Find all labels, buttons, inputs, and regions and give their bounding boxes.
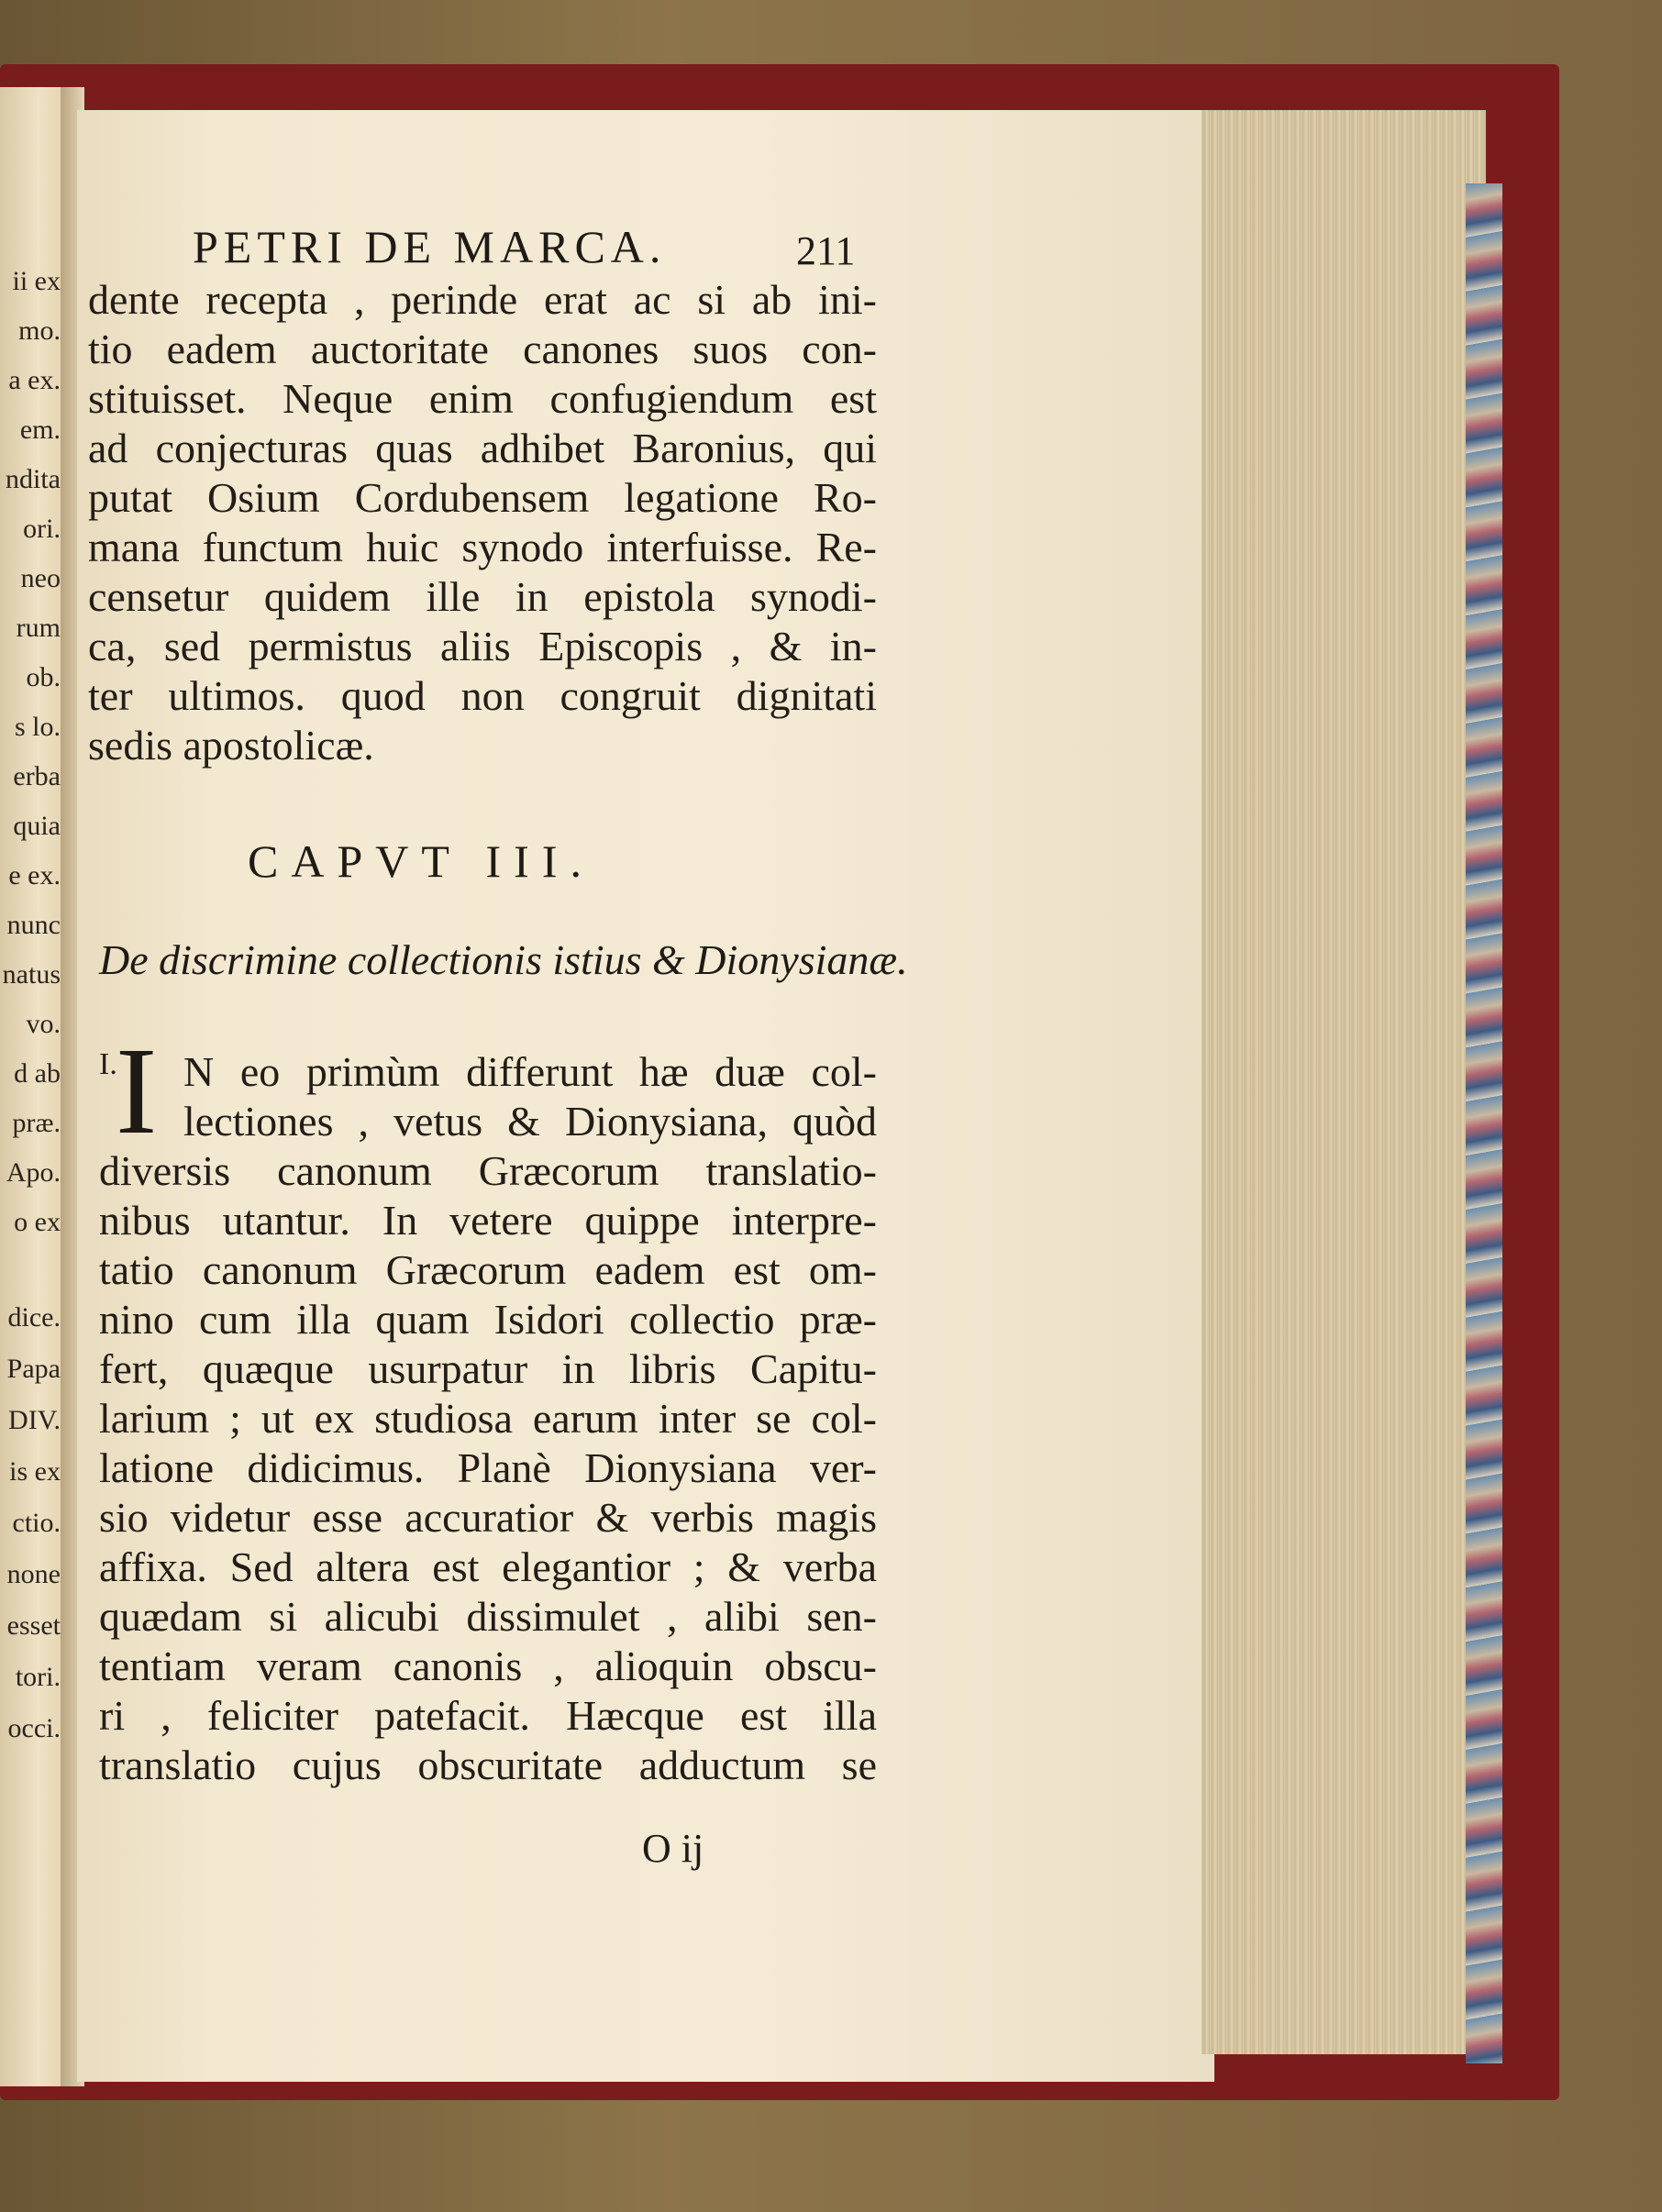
left-page-fragment: erba bbox=[13, 761, 61, 791]
text-line: tentiam veram canonis , alioquin obscu- bbox=[99, 1642, 877, 1689]
text-line: tatio canonum Græcorum eadem est om- bbox=[99, 1246, 877, 1293]
left-page-fragment: dice. bbox=[7, 1302, 61, 1333]
left-page-fragment: a ex. bbox=[8, 365, 61, 395]
text-line: ri , feliciter patefacit. Hæcque est illa bbox=[99, 1692, 877, 1739]
left-page-fragment: neo bbox=[20, 563, 61, 593]
text-line: sedis apostolicæ. bbox=[88, 722, 374, 769]
left-page-fragment: d ab bbox=[14, 1058, 61, 1089]
left-page-fragment: rum bbox=[16, 613, 61, 643]
paragraph-number: I. bbox=[99, 1047, 117, 1081]
left-page-fragment: occi. bbox=[7, 1713, 61, 1743]
left-page-fragment: nunc bbox=[6, 910, 61, 940]
text-line: N eo primùm differunt hæ duæ col- bbox=[183, 1048, 877, 1095]
left-page-fragment: ctio. bbox=[12, 1508, 61, 1538]
text-line: ter ultimos. quod non congruit dignitati bbox=[88, 672, 877, 719]
left-page-fragment: ob. bbox=[26, 662, 61, 692]
text-line: affixa. Sed altera est elegantior ; & verba bbox=[99, 1543, 877, 1590]
left-page-fragment: natus bbox=[2, 959, 61, 990]
left-page-fragment: tori. bbox=[15, 1662, 61, 1692]
drop-cap: I bbox=[116, 1023, 158, 1160]
left-page-fragment: quia bbox=[13, 811, 61, 841]
page-number: 211 bbox=[796, 228, 856, 273]
text-line: mana functum huic synodo interfuisse. Re- bbox=[88, 524, 877, 570]
chapter-subtitle: De discrimine collectionis istius & Dionysianæ. bbox=[99, 936, 908, 983]
left-page-fragment: esset bbox=[6, 1610, 61, 1641]
text-line: sio videtur esse accuratior & verbis magis bbox=[99, 1494, 877, 1541]
text-line: fert, quæque usurpatur in libris Capitu- bbox=[99, 1345, 877, 1392]
left-page-fragment: Apo. bbox=[6, 1157, 61, 1188]
text-line: translatio cujus obscuritate adductum se bbox=[99, 1742, 877, 1788]
text-line: tio eadem auctoritate canones suos con- bbox=[88, 326, 877, 372]
left-page-fragment: DIV. bbox=[8, 1405, 61, 1435]
text-line: lectiones , vetus & Dionysiana, quòd bbox=[183, 1098, 877, 1145]
text-line: quædam si alicubi dissimulet , alibi sen- bbox=[99, 1593, 877, 1640]
left-page-fragment: s lo. bbox=[14, 712, 61, 742]
left-page-fragment: præ. bbox=[12, 1108, 61, 1138]
text-line: latione didicimus. Planè Dionysiana ver- bbox=[99, 1444, 877, 1491]
text-line: diversis canonum Græcorum translatio- bbox=[99, 1147, 877, 1194]
left-page-fragment: ori. bbox=[23, 514, 61, 544]
left-page-fragment: em. bbox=[19, 415, 61, 445]
text-line: ca, sed permistus aliis Episcopis , & in- bbox=[88, 623, 877, 669]
text-line: putat Osium Cordubensem legatione Ro- bbox=[88, 474, 877, 521]
text-line: nino cum illa quam Isidori collectio præ- bbox=[99, 1296, 877, 1343]
chapter-heading: CAPVT III. bbox=[248, 835, 594, 887]
left-page-fragment: vo. bbox=[26, 1009, 61, 1039]
text-line: ad conjecturas quas adhibet Baronius, qui bbox=[88, 425, 877, 471]
left-page-fragment: ndita bbox=[6, 464, 61, 494]
left-page-fragment: none bbox=[6, 1559, 61, 1589]
text-line: censetur quidem ille in epistola synodi- bbox=[88, 573, 877, 620]
left-page-fragment: o ex bbox=[14, 1207, 61, 1237]
text-line: nibus utantur. In vetere quippe interpre- bbox=[99, 1197, 877, 1244]
left-page-fragment: Papa bbox=[6, 1354, 61, 1384]
signature-mark: O ij bbox=[642, 1826, 704, 1871]
left-page-fragment: e ex. bbox=[8, 860, 61, 890]
left-page-fragment: is ex bbox=[9, 1456, 61, 1487]
text-line: dente recepta , perinde erat ac si ab ini- bbox=[88, 276, 877, 323]
text-line: stituisset. Neque enim confugiendum est bbox=[88, 375, 877, 422]
text-line: larium ; ut ex studiosa earum inter se col- bbox=[99, 1395, 877, 1442]
left-page-fragment: mo. bbox=[18, 315, 61, 346]
left-page-fragment: ii ex bbox=[12, 266, 61, 296]
running-head: PETRI DE MARCA. bbox=[193, 221, 667, 272]
